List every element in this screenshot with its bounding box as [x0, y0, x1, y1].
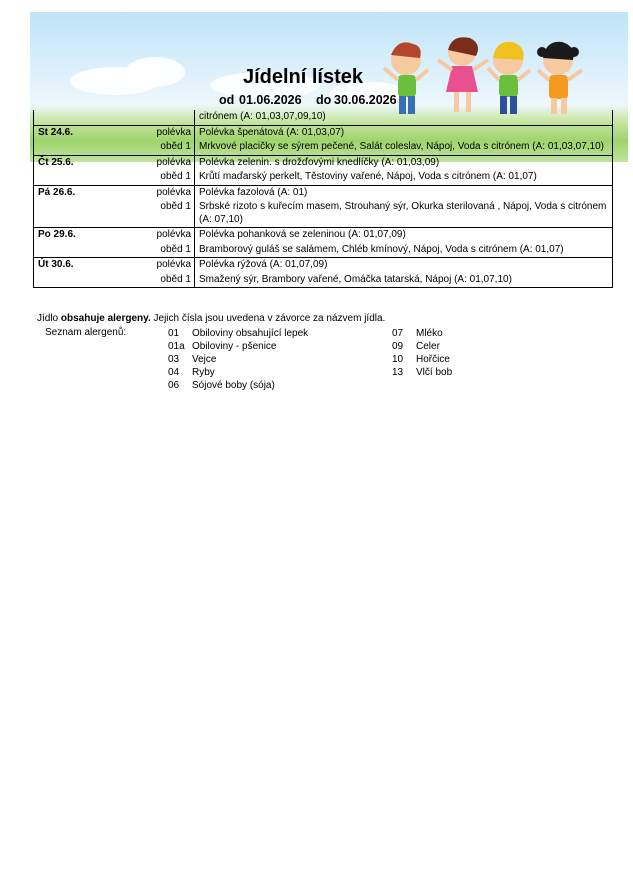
allergen-code: 13: [392, 367, 404, 378]
allergen-item: [168, 366, 308, 379]
table-row: [34, 228, 613, 243]
meal-text: Polévka rýžová (A: 01,07,09): [195, 258, 613, 273]
allergen-name: Hořčice: [416, 354, 450, 365]
table-row: [34, 155, 613, 170]
allergen-item: [168, 327, 308, 340]
meal-text: Polévka pohanková se zeleninou (A: 01,07,09): [195, 228, 613, 243]
meal-text: Smažený sýr, Brambory vařené, Omáčka tatarská, Nápoj (A: 01,07,10): [195, 273, 613, 288]
table-row: [34, 125, 613, 140]
note-bold: obsahuje alergeny.: [60, 313, 151, 324]
day-label: Po 29.6.: [34, 228, 103, 243]
allergen-code: 06: [168, 380, 180, 391]
meal-text: Srbské rizoto s kuřecím masem, Strouhaný sýr, Okurka sterilovaná , Nápoj, Voda s citrónem (A: 07,10): [195, 200, 613, 228]
allergen-item: [168, 353, 308, 366]
meal-text: Polévka fazolová (A: 01): [195, 185, 613, 200]
table-row: [34, 200, 613, 228]
menu-table: [33, 110, 613, 288]
allergen-name: Obiloviny - pšenice: [192, 341, 277, 352]
meal-type: polévka: [102, 155, 195, 170]
meal-type: oběd 1: [102, 170, 195, 185]
allergen-code: 10: [392, 354, 404, 365]
meal-type: polévka: [102, 228, 195, 243]
allergen-name: Mléko: [416, 328, 443, 339]
allergen-item: [392, 327, 452, 340]
allergen-code: 01a: [168, 341, 185, 352]
meal-text: Polévka zelenin. s drožďovými knedlíčky (A: 01,03,09): [195, 155, 613, 170]
table-row: [34, 243, 613, 258]
day-label: Út 30.6.: [34, 258, 103, 273]
allergen-column: [168, 327, 308, 392]
meal-text: citrónem (A: 01,03,07,09,10): [195, 110, 613, 125]
meal-type: oběd 1: [102, 140, 195, 155]
allergen-item: [168, 340, 308, 353]
meal-type: oběd 1: [102, 273, 195, 288]
table-row: [34, 110, 613, 125]
note-text: Jejich čísla jsou uvedena v závorce za názvem jídla.: [150, 313, 386, 324]
meal-text: Mrkvové placičky se sýrem pečené, Salát coleslav, Nápoj, Voda s citrónem (A: 01,03,07,10): [195, 140, 613, 155]
date-from-label: od: [219, 93, 235, 107]
allergen-code: 01: [168, 328, 180, 339]
allergen-column: [392, 327, 452, 379]
page-title: Jídelní lístek: [242, 66, 364, 88]
allergen-name: Obiloviny obsahující lepek: [192, 328, 309, 339]
meal-type: oběd 1: [102, 200, 195, 228]
day-label: Čt 25.6.: [34, 155, 103, 170]
meal-text: Bramborový guláš se salámem, Chléb kmínový, Nápoj, Voda s citrónem (A: 01,07): [195, 243, 613, 258]
allergen-code: 04: [168, 367, 180, 378]
meal-type: oběd 1: [102, 243, 195, 258]
allergen-note: [37, 313, 385, 324]
allergen-item: [392, 366, 452, 379]
table-row: [34, 273, 613, 288]
allergen-list-label: Seznam alergenů:: [45, 327, 127, 338]
meal-text: Krůtí maďarský perkelt, Těstoviny vařené, Nápoj, Voda s citrónem (A: 01,07): [195, 170, 613, 185]
allergen-item: [168, 379, 308, 392]
allergen-code: 09: [392, 341, 404, 352]
date-to-label: do: [316, 93, 332, 107]
allergen-item: [392, 353, 452, 366]
allergen-name: Ryby: [192, 367, 215, 378]
allergen-code: 07: [392, 328, 404, 339]
date-to: 30.06.2026: [334, 93, 397, 107]
table-row: [34, 258, 613, 273]
table-row: [34, 170, 613, 185]
day-label: St 24.6.: [34, 125, 103, 140]
day-label: Pá 26.6.: [34, 185, 103, 200]
meal-type: polévka: [102, 185, 195, 200]
note-text: Jídlo: [37, 313, 61, 324]
table-row: [34, 185, 613, 200]
allergen-name: Vlčí bob: [416, 367, 453, 378]
table-row: [34, 140, 613, 155]
allergen-item: [392, 340, 452, 353]
meal-text: Polévka špenátová (A: 01,03,07): [195, 125, 613, 140]
meal-type: polévka: [102, 125, 195, 140]
allergen-name: Celer: [416, 341, 440, 352]
meal-type: polévka: [102, 258, 195, 273]
allergen-name: Sójové boby (sója): [192, 380, 275, 391]
allergen-code: 03: [168, 354, 180, 365]
date-from: 01.06.2026: [239, 93, 302, 107]
allergen-name: Vejce: [192, 354, 217, 365]
